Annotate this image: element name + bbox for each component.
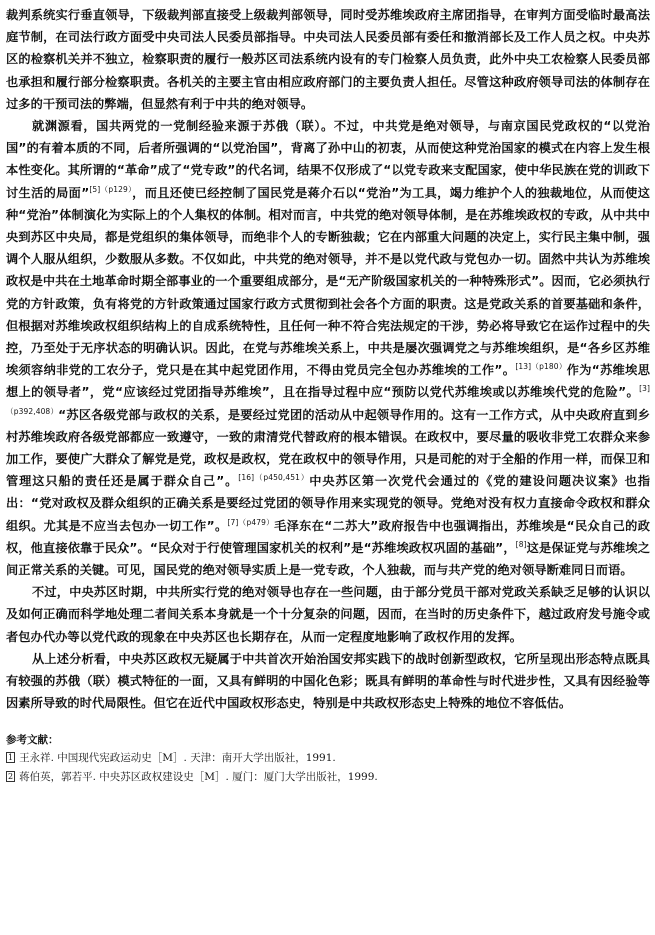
body-text bbox=[6, 4, 650, 715]
paragraph-text: 这是保证党与苏维埃之间正常关系的关键。可见，国民党的绝对领导实质上是一党专政，个人独裁，而与共产党的绝对领导断难同日而语。 bbox=[6, 540, 650, 578]
reference-text: 蒋伯英，郭若平. 中央苏区政权建设史［M］. 厦门：厦门大学出版社，1999. bbox=[19, 770, 378, 783]
reference-number: 1 bbox=[8, 752, 14, 762]
citation-superscript: [16]（p450,451） bbox=[238, 473, 310, 483]
reference-number: 2 bbox=[8, 771, 14, 781]
paragraph-p1 bbox=[6, 4, 650, 115]
citation-superscript: [7]（p479） bbox=[227, 517, 275, 527]
references-list bbox=[6, 749, 650, 787]
paragraph-text: ，而且还使已经控制了国民党是蒋介石以“党治”为工具，竭力维护个人的独裁地位，从而使这种“党治”体制演化为实际上的个人集权的体制。相对而言，中共党的绝对领导体制，是在苏维埃政权的专政，从中共中央到苏区中央局，都是党组织的集体领导，而绝非个人的专断独裁；它在内部重大问题的决定上，实行民主集中制，强调个人服从组织，少数服从多数。不仅如此，中共党的绝对领导，并不是以党代政与党包办一切。固然中共认为苏维埃政权是中共在土地革命时期全部事业的一个重要组成部分，是“无产阶级国家机关的一种特殊形式”。因而，它必须执行党的方针政策，负有将党的方针政策通过国家行政方式贯彻到社会各个方面的职责。这是党政关系的首要基础和条件，但根据对苏维埃政权组织结构上的自成系统特性，且任何一种不符合宪法规定的干涉，势必将导致它在运作过程中的失控，乃至处于无序状态的明确认识。因此，在党与苏维埃关系上，中共是屡次强调党之与苏维埃组织，是“各乡区苏维埃须容纳非党的工农分子，党只是在其中起党团作用，不得由党员完全包办苏维埃的工作”。 bbox=[6, 185, 650, 378]
reference-text: 王永祥. 中国现代宪政运动史［M］. 天津：南开大学出版社，1991. bbox=[19, 751, 336, 764]
paragraph-text: 从上述分析看，中央苏区政权无疑属于中共首次开始治国安邦实践下的战时创新型政权，它所呈现出形态特点既具有较强的苏俄（联）模式特征的一面，又具有鲜明的中国化色彩；既具有鲜明的革命性与时代进步性，又具有因经验等因素所导致的时代局限性。但它在近代中国政权形态史，特别是中共政权形态史上特殊的地位不容低估。 bbox=[6, 651, 650, 711]
paragraph-text: 裁判系统实行垂直领导，下级裁判部直接受上级裁判部领导，同时受苏维埃政府主席团指导，在审判方面受临时最高法庭节制，在司法行政方面受中央司法人民委员部指导。中央司法人民委员部有委任和撤消部长及工作人员之权。中央苏区的检察机关并不独立，检察职责的履行一般苏区司法系统内设有的专门检察人员负责，此外中央工农检察人民委员部也承担和履行部分检察职责。各机关的主要主官由相应政府部门的主要负责人担任。尽管这种政府领导司法的体制存在过多的干预司法的弊端，但显然有利于中共的绝对领导。 bbox=[6, 8, 650, 111]
paragraph-text: 作为“苏维埃思想上的领导者”，党“应该经过党团指导苏维埃”，且在指导过程中应“预防以党代苏维埃或以苏维埃代党的危险”。 bbox=[6, 363, 650, 400]
paragraph-text: 中央苏区第一次党代会通过的《党的建设问题决议案》也指出：“党对政权及群众组织的正确关系是要经过党团的领导作用来实现党的领导。党绝对没有权力直接命令政权和群众组织。尤其是不应当去包办一切工作”。 bbox=[6, 474, 650, 533]
paragraph-p4 bbox=[6, 648, 650, 715]
citation-superscript: [8] bbox=[515, 539, 527, 549]
citation-superscript: [5]（p129） bbox=[89, 184, 133, 194]
citation-superscript: [3]（p392,408） bbox=[6, 384, 650, 416]
paragraph-text: 不过，中央苏区时期，中共所实行党的绝对领导也存在一些问题，由于部分党员干部对党政关系缺乏足够的认识以及如何正确而科学地处理二者间关系本身就是一个十分复杂的问题，因而，在当时的历史条件下，越过政府发号施令或者包办代办等以党代政的现象在中央苏区也长期存在，从而一定程度地影响了政权作用的发挥。 bbox=[6, 585, 650, 644]
paragraph-p2 bbox=[6, 115, 650, 581]
paragraph-p3 bbox=[6, 581, 650, 648]
paper-page bbox=[6, 4, 650, 787]
paragraph-text: “苏区各级党部与政权的关系，是要经过党团的活动从中起领导作用的。这有一工作方式，从中央政府直到乡村苏维埃政府各级党部都应一致遵守，一致的肃清党代替政府的根本错误。在政权中，要尽量的吸收非党工农群众来参加工作，要使广大群众了解党是党，政权是政权，党在政权中的领导作用，只是司舵的对于全船的作用一样，而保卫和管理这只船的责任还是属于群众自己”。 bbox=[6, 407, 650, 489]
references-title: 参考文献： bbox=[6, 733, 59, 746]
reference-item bbox=[6, 768, 650, 787]
paragraph-text: 毛泽东在“二苏大”政府报告中也强调指出，苏维埃是“民众自己的政权，他直接依靠于民众”。“民众对于行使管理国家机关的权利”是“苏维埃政权巩固的基础”， bbox=[6, 518, 650, 555]
paragraph-text: 就渊源看，国共两党的一党制经验来源于苏俄（联）。不过，中共党是绝对领导，与南京国民党政权的“以党治国”的有着本质的不同，后者所强调的“以党治国”，背离了孙中山的初衷，从而使这种党治国家的模式在内容上发生根本性变化。其所谓的“革命”成了“党专政”的代名词，结果不仅形成了“以党专政来支配国家，使中华民族在党的训政下讨生活的局面” bbox=[6, 119, 650, 200]
reference-item bbox=[6, 749, 650, 768]
citation-superscript: [13]（p180） bbox=[515, 362, 567, 372]
